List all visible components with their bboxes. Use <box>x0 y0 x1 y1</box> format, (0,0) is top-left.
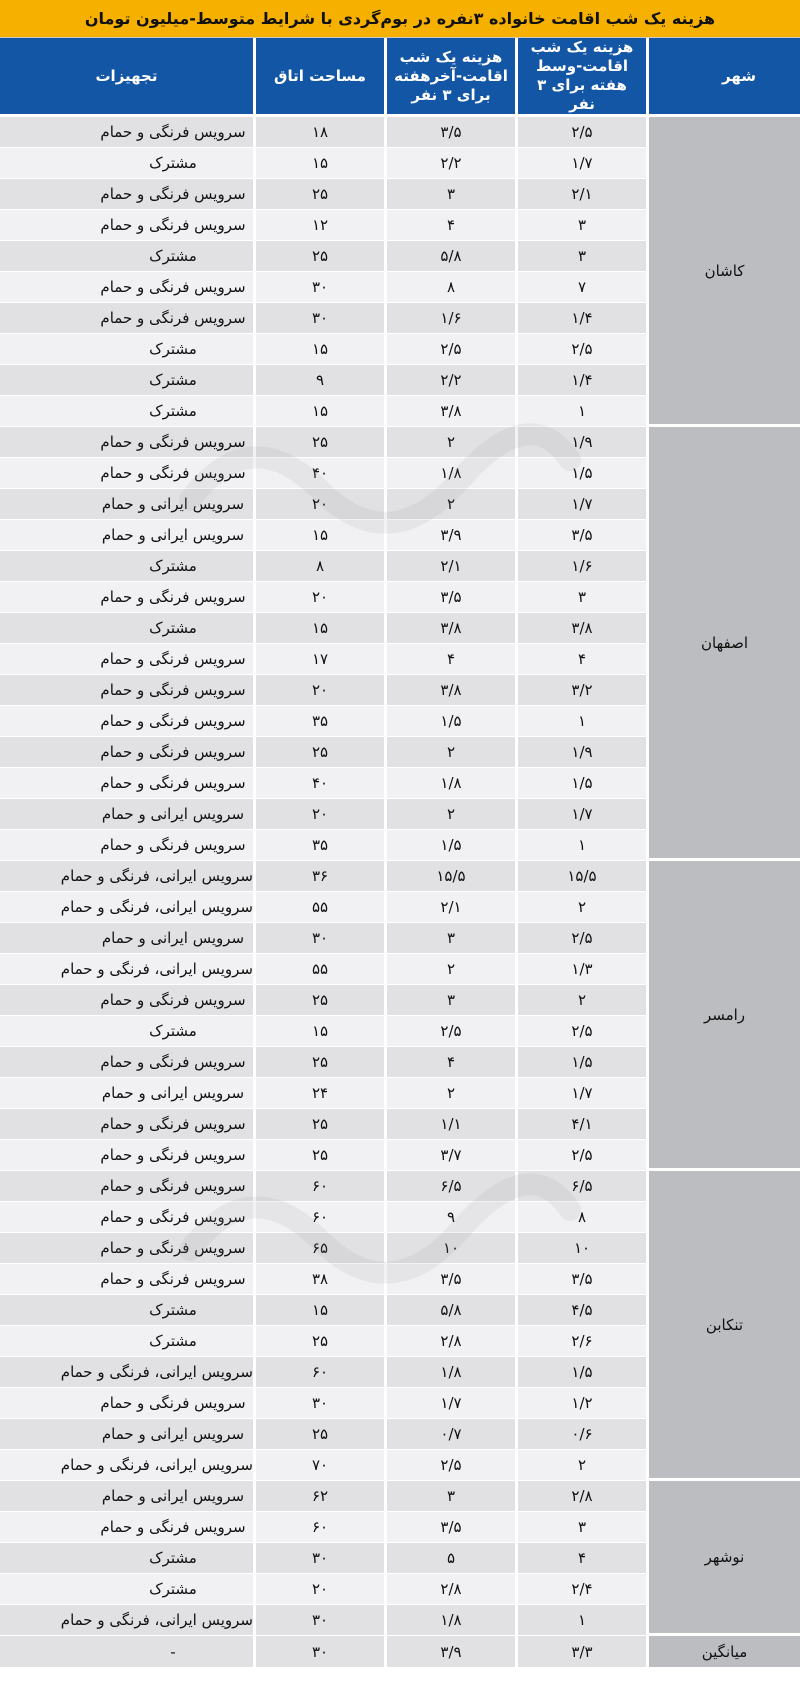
weekend-cost-cell: ۱/۶ <box>384 303 515 334</box>
weekday-cost-cell: ۱/۷ <box>515 489 646 520</box>
equipment-label: سرویس فرنگی و حمام <box>100 216 246 234</box>
room-area-cell: ۲۵ <box>253 427 384 458</box>
equipment-label: سرویس فرنگی و حمام <box>100 743 246 761</box>
room-area-cell: ۲۰ <box>253 675 384 706</box>
room-area-cell: ۱۵ <box>253 396 384 427</box>
room-area-cell: ۷۰ <box>253 1450 384 1481</box>
weekday-cost-cell: ۳ <box>515 1512 646 1543</box>
room-area-cell: ۳۰ <box>253 272 384 303</box>
weekday-cost-cell: ۲/۶ <box>515 1326 646 1357</box>
equipment-cell <box>0 1357 253 1388</box>
room-area-cell: ۱۸ <box>253 117 384 148</box>
equipment-cell <box>0 1605 253 1636</box>
weekday-cost-cell: ۱/۷ <box>515 799 646 830</box>
room-area-cell: ۲۵ <box>253 1326 384 1357</box>
equipment-cell <box>0 272 253 303</box>
weekend-cost-cell: ۴ <box>384 210 515 241</box>
equipment-cell <box>0 1264 253 1295</box>
chart-title: هزینه یک شب اقامت خانواده ۳نفره در بوم‌گردی با شرایط متوسط-میلیون تومان <box>0 0 800 38</box>
equipment-cell <box>0 985 253 1016</box>
table-row <box>0 861 800 892</box>
equipment-label: سرویس فرنگی و حمام <box>100 464 246 482</box>
city-cell: نوشهر <box>646 1481 800 1636</box>
equipment-cell <box>0 241 253 272</box>
equipment-label: مشترک <box>149 1301 197 1319</box>
room-area-cell: ۱۵ <box>253 334 384 365</box>
weekday-cost-cell: ۳ <box>515 210 646 241</box>
equipment-label: مشترک <box>149 247 197 265</box>
weekend-cost-cell: ۵/۸ <box>384 1295 515 1326</box>
weekend-cost-cell: ۳ <box>384 1481 515 1512</box>
equipment-label: سرویس ایرانی، فرنگی و حمام <box>60 898 253 916</box>
weekend-cost-cell: ۳/۷ <box>384 1140 515 1171</box>
equipment-cell <box>0 1047 253 1078</box>
equipment-label: سرویس ایرانی، فرنگی و حمام <box>60 1611 253 1629</box>
weekday-cost-cell: ۱/۹ <box>515 427 646 458</box>
column-header-weekday-cost: هزینه یک شب اقامت-وسط هفته برای ۳ نفر <box>515 38 646 117</box>
weekend-cost-cell: ۱/۵ <box>384 830 515 861</box>
average-weekday-cost-cell: ۳/۳ <box>515 1636 646 1667</box>
table-row <box>0 427 800 458</box>
equipment-cell <box>0 1481 253 1512</box>
equipment-label: مشترک <box>149 340 197 358</box>
equipment-label: سرویس ایرانی، فرنگی و حمام <box>60 1456 253 1474</box>
weekday-cost-cell: ۳/۸ <box>515 613 646 644</box>
room-area-cell: ۱۷ <box>253 644 384 675</box>
column-header-room-area: مساحت اتاق <box>253 38 384 117</box>
average-equipment-cell <box>0 1636 253 1667</box>
equipment-cell <box>0 117 253 148</box>
equipment-cell <box>0 954 253 985</box>
weekday-cost-cell: ۸ <box>515 1202 646 1233</box>
weekend-cost-cell: ۳/۵ <box>384 1264 515 1295</box>
equipment-label: سرویس فرنگی و حمام <box>100 1518 246 1536</box>
table-row <box>0 1481 800 1512</box>
equipment-cell <box>0 1419 253 1450</box>
equipment-label: سرویس فرنگی و حمام <box>100 650 246 668</box>
equipment-label: مشترک <box>149 371 197 389</box>
equipment-cell <box>0 1388 253 1419</box>
weekend-cost-cell: ۲ <box>384 427 515 458</box>
equipment-label: سرویس فرنگی و حمام <box>100 1270 246 1288</box>
room-area-cell: ۳۰ <box>253 923 384 954</box>
average-equipment-label: - <box>170 1642 176 1661</box>
equipment-cell <box>0 303 253 334</box>
weekend-cost-cell: ۳/۵ <box>384 1512 515 1543</box>
weekend-cost-cell: ۲/۸ <box>384 1326 515 1357</box>
room-area-cell: ۲۰ <box>253 582 384 613</box>
equipment-cell <box>0 520 253 551</box>
equipment-label: سرویس فرنگی و حمام <box>100 185 246 203</box>
weekday-cost-cell: ۲/۵ <box>515 334 646 365</box>
equipment-cell <box>0 1140 253 1171</box>
average-room-area-cell: ۳۰ <box>253 1636 384 1667</box>
equipment-cell <box>0 613 253 644</box>
equipment-label: مشترک <box>149 619 197 637</box>
weekend-cost-cell: ۳/۵ <box>384 117 515 148</box>
equipment-label: سرویس ایرانی، فرنگی و حمام <box>60 867 253 885</box>
room-area-cell: ۳۸ <box>253 1264 384 1295</box>
weekday-cost-cell: ۲/۵ <box>515 1016 646 1047</box>
city-cell: اصفهان <box>646 427 800 861</box>
equipment-label: سرویس فرنگی و حمام <box>100 1146 246 1164</box>
equipment-cell <box>0 179 253 210</box>
weekday-cost-cell: ۳/۵ <box>515 520 646 551</box>
weekday-cost-cell: ۱/۷ <box>515 1078 646 1109</box>
equipment-cell <box>0 427 253 458</box>
column-header-weekend-cost: هزینه یک شب اقامت-آخرهفته برای ۳ نفر <box>384 38 515 117</box>
equipment-label: سرویس ایرانی، فرنگی و حمام <box>60 960 253 978</box>
room-area-cell: ۳۰ <box>253 1543 384 1574</box>
weekend-cost-cell: ۲/۵ <box>384 1016 515 1047</box>
weekday-cost-cell: ۱/۵ <box>515 1047 646 1078</box>
weekday-cost-cell: ۱ <box>515 706 646 737</box>
equipment-label: مشترک <box>149 1580 197 1598</box>
equipment-cell <box>0 1295 253 1326</box>
equipment-cell <box>0 892 253 923</box>
equipment-label: سرویس فرنگی و حمام <box>100 681 246 699</box>
room-area-cell: ۶۰ <box>253 1357 384 1388</box>
room-area-cell: ۱۵ <box>253 1016 384 1047</box>
equipment-cell <box>0 551 253 582</box>
equipment-label: مشترک <box>149 1332 197 1350</box>
equipment-cell <box>0 489 253 520</box>
room-area-cell: ۸ <box>253 551 384 582</box>
average-weekend-cost-cell: ۳/۹ <box>384 1636 515 1667</box>
equipment-label: مشترک <box>149 557 197 575</box>
weekend-cost-cell: ۳/۸ <box>384 675 515 706</box>
equipment-label: سرویس ایرانی و حمام <box>101 526 245 544</box>
equipment-label: سرویس ایرانی و حمام <box>101 1425 245 1443</box>
room-area-cell: ۳۰ <box>253 303 384 334</box>
weekend-cost-cell: ۴ <box>384 1047 515 1078</box>
room-area-cell: ۲۵ <box>253 179 384 210</box>
city-cell: رامسر <box>646 861 800 1171</box>
equipment-label: سرویس فرنگی و حمام <box>100 309 246 327</box>
equipment-cell <box>0 148 253 179</box>
room-area-cell: ۲۵ <box>253 1140 384 1171</box>
equipment-cell <box>0 1016 253 1047</box>
equipment-label: سرویس فرنگی و حمام <box>100 991 246 1009</box>
room-area-cell: ۲۰ <box>253 489 384 520</box>
room-area-cell: ۲۵ <box>253 985 384 1016</box>
room-area-cell: ۱۵ <box>253 1295 384 1326</box>
equipment-cell <box>0 1202 253 1233</box>
weekend-cost-cell: ۳/۵ <box>384 582 515 613</box>
equipment-cell <box>0 458 253 489</box>
room-area-cell: ۵۵ <box>253 954 384 985</box>
weekday-cost-cell: ۲ <box>515 985 646 1016</box>
equipment-label: سرویس ایرانی، فرنگی و حمام <box>60 1363 253 1381</box>
equipment-label: سرویس فرنگی و حمام <box>100 1053 246 1071</box>
weekday-cost-cell: ۴ <box>515 1543 646 1574</box>
weekend-cost-cell: ۱/۷ <box>384 1388 515 1419</box>
room-area-cell: ۴۰ <box>253 768 384 799</box>
weekday-cost-cell: ۰/۶ <box>515 1419 646 1450</box>
column-header-city: شهر <box>646 38 800 117</box>
weekend-cost-cell: ۲/۸ <box>384 1574 515 1605</box>
weekend-cost-cell: ۱/۸ <box>384 768 515 799</box>
weekend-cost-cell: ۲/۵ <box>384 334 515 365</box>
weekday-cost-cell: ۱۵/۵ <box>515 861 646 892</box>
equipment-cell <box>0 830 253 861</box>
equipment-cell <box>0 1171 253 1202</box>
equipment-cell <box>0 1450 253 1481</box>
weekend-cost-cell: ۹ <box>384 1202 515 1233</box>
weekend-cost-cell: ۲ <box>384 799 515 830</box>
weekday-cost-cell: ۳ <box>515 241 646 272</box>
equipment-cell <box>0 582 253 613</box>
equipment-cell <box>0 1326 253 1357</box>
room-area-cell: ۲۵ <box>253 1047 384 1078</box>
equipment-label: سرویس فرنگی و حمام <box>100 123 246 141</box>
room-area-cell: ۳۰ <box>253 1388 384 1419</box>
equipment-cell <box>0 334 253 365</box>
weekday-cost-cell: ۳/۲ <box>515 675 646 706</box>
room-area-cell: ۲۵ <box>253 1109 384 1140</box>
room-area-cell: ۲۴ <box>253 1078 384 1109</box>
weekday-cost-cell: ۱/۵ <box>515 1357 646 1388</box>
weekend-cost-cell: ۶/۵ <box>384 1171 515 1202</box>
equipment-cell <box>0 1574 253 1605</box>
weekday-cost-cell: ۱ <box>515 1605 646 1636</box>
city-cell: تنکابن <box>646 1171 800 1481</box>
data-table <box>0 38 800 1667</box>
weekend-cost-cell: ۲/۱ <box>384 551 515 582</box>
weekday-cost-cell: ۱ <box>515 396 646 427</box>
weekend-cost-cell: ۴ <box>384 644 515 675</box>
equipment-cell <box>0 861 253 892</box>
equipment-cell <box>0 1512 253 1543</box>
weekend-cost-cell: ۲/۵ <box>384 1450 515 1481</box>
weekday-cost-cell: ۱/۵ <box>515 458 646 489</box>
weekday-cost-cell: ۲ <box>515 892 646 923</box>
room-area-cell: ۲۰ <box>253 1574 384 1605</box>
room-area-cell: ۱۲ <box>253 210 384 241</box>
equipment-cell <box>0 1233 253 1264</box>
weekend-cost-cell: ۲/۲ <box>384 148 515 179</box>
weekend-cost-cell: ۱/۱ <box>384 1109 515 1140</box>
equipment-label: سرویس فرنگی و حمام <box>100 433 246 451</box>
weekday-cost-cell: ۱/۷ <box>515 148 646 179</box>
weekday-cost-cell: ۲ <box>515 1450 646 1481</box>
room-area-cell: ۳۶ <box>253 861 384 892</box>
equipment-label: سرویس ایرانی و حمام <box>101 1487 245 1505</box>
weekend-cost-cell: ۱/۸ <box>384 1357 515 1388</box>
weekend-cost-cell: ۲ <box>384 1078 515 1109</box>
column-header-equipment: تجهیزات <box>0 38 253 117</box>
weekend-cost-cell: ۰/۷ <box>384 1419 515 1450</box>
room-area-cell: ۶۰ <box>253 1202 384 1233</box>
weekend-cost-cell: ۳/۸ <box>384 613 515 644</box>
weekend-cost-cell: ۲ <box>384 489 515 520</box>
weekday-cost-cell: ۲/۸ <box>515 1481 646 1512</box>
weekday-cost-cell: ۱/۲ <box>515 1388 646 1419</box>
equipment-cell <box>0 799 253 830</box>
weekend-cost-cell: ۱۵/۵ <box>384 861 515 892</box>
room-area-cell: ۶۰ <box>253 1171 384 1202</box>
weekday-cost-cell: ۱ <box>515 830 646 861</box>
weekend-cost-cell: ۵ <box>384 1543 515 1574</box>
room-area-cell: ۲۵ <box>253 1419 384 1450</box>
equipment-label: سرویس ایرانی و حمام <box>101 1084 245 1102</box>
equipment-label: سرویس فرنگی و حمام <box>100 836 246 854</box>
weekend-cost-cell: ۱/۸ <box>384 458 515 489</box>
weekday-cost-cell: ۱/۳ <box>515 954 646 985</box>
weekday-cost-cell: ۷ <box>515 272 646 303</box>
weekend-cost-cell: ۱/۸ <box>384 1605 515 1636</box>
room-area-cell: ۹ <box>253 365 384 396</box>
equipment-label: مشترک <box>149 1549 197 1567</box>
weekday-cost-cell: ۲/۱ <box>515 179 646 210</box>
weekend-cost-cell: ۱/۵ <box>384 706 515 737</box>
weekday-cost-cell: ۳ <box>515 582 646 613</box>
weekend-cost-cell: ۲ <box>384 737 515 768</box>
city-cell: کاشان <box>646 117 800 427</box>
room-area-cell: ۶۵ <box>253 1233 384 1264</box>
weekend-cost-cell: ۲ <box>384 954 515 985</box>
equipment-label: سرویس ایرانی و حمام <box>101 805 245 823</box>
equipment-label: سرویس فرنگی و حمام <box>100 1394 246 1412</box>
weekend-cost-cell: ۳ <box>384 985 515 1016</box>
weekday-cost-cell: ۳/۵ <box>515 1264 646 1295</box>
room-area-cell: ۱۵ <box>253 520 384 551</box>
equipment-cell <box>0 1109 253 1140</box>
weekday-cost-cell: ۱/۶ <box>515 551 646 582</box>
weekday-cost-cell: ۴ <box>515 644 646 675</box>
weekday-cost-cell: ۲/۵ <box>515 923 646 954</box>
equipment-label: مشترک <box>149 154 197 172</box>
table-body <box>0 117 800 1667</box>
equipment-cell <box>0 644 253 675</box>
equipment-label: سرویس ایرانی و حمام <box>101 929 245 947</box>
room-area-cell: ۳۵ <box>253 830 384 861</box>
weekend-cost-cell: ۳ <box>384 923 515 954</box>
weekend-cost-cell: ۳/۸ <box>384 396 515 427</box>
equipment-cell <box>0 923 253 954</box>
weekday-cost-cell: ۶/۵ <box>515 1171 646 1202</box>
weekday-cost-cell: ۲/۵ <box>515 1140 646 1171</box>
equipment-label: سرویس فرنگی و حمام <box>100 1115 246 1133</box>
header-row <box>0 38 800 117</box>
room-area-cell: ۱۵ <box>253 148 384 179</box>
weekday-cost-cell: ۲/۴ <box>515 1574 646 1605</box>
weekend-cost-cell: ۳/۹ <box>384 520 515 551</box>
room-area-cell: ۲۵ <box>253 241 384 272</box>
weekday-cost-cell: ۱/۴ <box>515 365 646 396</box>
equipment-cell <box>0 396 253 427</box>
equipment-cell <box>0 365 253 396</box>
equipment-cell <box>0 706 253 737</box>
average-label: میانگین <box>646 1636 800 1667</box>
equipment-label: سرویس فرنگی و حمام <box>100 712 246 730</box>
table-row <box>0 117 800 148</box>
room-area-cell: ۲۵ <box>253 737 384 768</box>
weekday-cost-cell: ۴/۱ <box>515 1109 646 1140</box>
weekend-cost-cell: ۵/۸ <box>384 241 515 272</box>
room-area-cell: ۵۵ <box>253 892 384 923</box>
room-area-cell: ۴۰ <box>253 458 384 489</box>
equipment-label: سرویس فرنگی و حمام <box>100 1177 246 1195</box>
room-area-cell: ۱۵ <box>253 613 384 644</box>
equipment-label: مشترک <box>149 1022 197 1040</box>
equipment-cell <box>0 768 253 799</box>
weekend-cost-cell: ۲/۲ <box>384 365 515 396</box>
equipment-label: سرویس فرنگی و حمام <box>100 774 246 792</box>
equipment-label: مشترک <box>149 402 197 420</box>
weekday-cost-cell: ۱/۹ <box>515 737 646 768</box>
equipment-cell <box>0 675 253 706</box>
room-area-cell: ۶۲ <box>253 1481 384 1512</box>
room-area-cell: ۶۰ <box>253 1512 384 1543</box>
weekday-cost-cell: ۴/۵ <box>515 1295 646 1326</box>
weekday-cost-cell: ۱/۵ <box>515 768 646 799</box>
room-area-cell: ۲۰ <box>253 799 384 830</box>
weekday-cost-cell: ۱/۴ <box>515 303 646 334</box>
average-row <box>0 1636 800 1667</box>
weekend-cost-cell: ۱۰ <box>384 1233 515 1264</box>
weekend-cost-cell: ۸ <box>384 272 515 303</box>
room-area-cell: ۳۵ <box>253 706 384 737</box>
weekday-cost-cell: ۱۰ <box>515 1233 646 1264</box>
equipment-label: سرویس فرنگی و حمام <box>100 588 246 606</box>
equipment-label: سرویس فرنگی و حمام <box>100 278 246 296</box>
room-area-cell: ۳۰ <box>253 1605 384 1636</box>
equipment-cell <box>0 1543 253 1574</box>
weekday-cost-cell: ۲/۵ <box>515 117 646 148</box>
equipment-cell <box>0 737 253 768</box>
table-row <box>0 1171 800 1202</box>
equipment-label: سرویس فرنگی و حمام <box>100 1239 246 1257</box>
equipment-label: سرویس ایرانی و حمام <box>101 495 245 513</box>
equipment-cell <box>0 1078 253 1109</box>
equipment-label: سرویس فرنگی و حمام <box>100 1208 246 1226</box>
weekend-cost-cell: ۲/۱ <box>384 892 515 923</box>
weekend-cost-cell: ۳ <box>384 179 515 210</box>
equipment-cell <box>0 210 253 241</box>
